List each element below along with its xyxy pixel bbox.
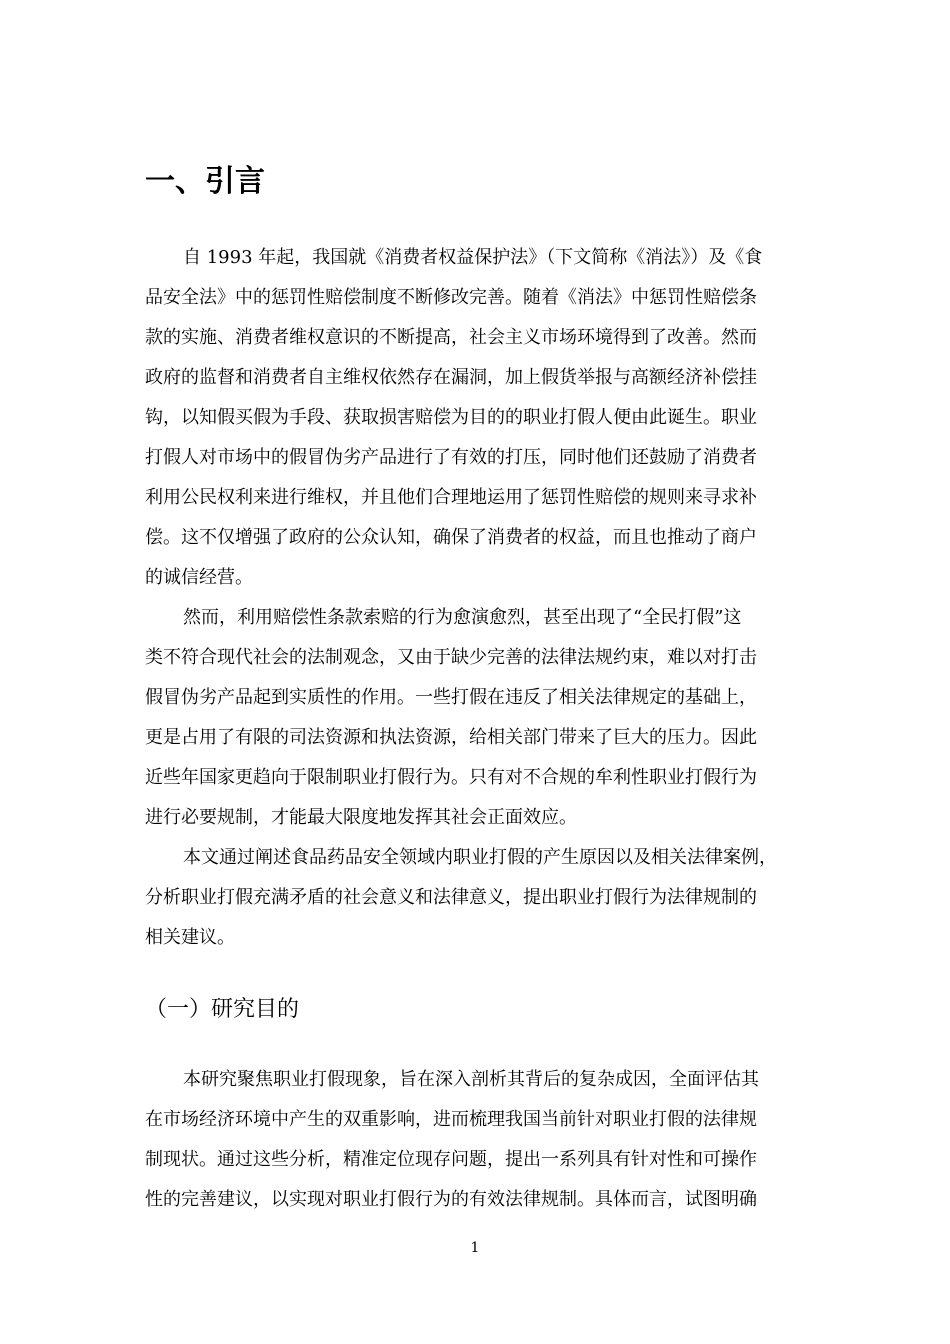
research-purpose-body xyxy=(145,1060,805,1220)
introduction-body xyxy=(145,238,805,958)
text-line: 品安全法》中的惩罚性赔偿制度不断修改完善。随着《消法》中惩罚性赔偿条 xyxy=(145,287,757,308)
text-line: 打假人对市场中的假冒伪劣产品进行了有效的打压，同时他们还鼓励了消费者 xyxy=(145,447,757,468)
text-line: 相关建议。 xyxy=(145,927,235,948)
text-line: 的诚信经营。 xyxy=(145,567,253,588)
paragraph xyxy=(145,238,805,598)
paragraph xyxy=(145,1060,805,1220)
text-line: 自 1993 年起，我国就《消费者权益保护法》（下文简称《消法》）及《食 xyxy=(183,247,763,268)
text-line: 本文通过阐述食品药品安全领域内职业打假的产生原因以及相关法律案例， xyxy=(183,847,777,868)
subsection-heading-research-purpose: （一）研究目的 xyxy=(145,997,300,1022)
text-line: 制现状。通过这些分析，精准定位现存问题，提出一系列具有针对性和可操作 xyxy=(145,1149,757,1170)
text-line: 然而，利用赔偿性条款索赔的行为愈演愈烈，甚至出现了“全民打假”这 xyxy=(183,607,742,628)
text-line: 进行必要规制，才能最大限度地发挥其社会正面效应。 xyxy=(145,807,577,828)
text-line: 假冒伪劣产品起到实质性的作用。一些打假在违反了相关法律规定的基础上， xyxy=(145,687,757,708)
text-line: 在市场经济环境中产生的双重影响，进而梳理我国当前针对职业打假的法律规 xyxy=(145,1109,757,1130)
text-line: 类不符合现代社会的法制观念，又由于缺少完善的法律法规约束，难以对打击 xyxy=(145,647,757,668)
paragraph xyxy=(145,598,805,838)
text-line: 钩，以知假买假为手段、获取损害赔偿为目的的职业打假人便由此诞生。职业 xyxy=(145,407,757,428)
text-line: 偿。这不仅增强了政府的公众认知，确保了消费者的权益，而且也推动了商户 xyxy=(145,527,757,548)
text-line: 本研究聚焦职业打假现象，旨在深入剖析其背后的复杂成因，全面评估其 xyxy=(183,1069,759,1090)
page-number: 1 xyxy=(470,1240,480,1256)
text-line: 政府的监督和消费者自主维权依然存在漏洞，加上假货举报与高额经济补偿挂 xyxy=(145,367,757,388)
text-line: 性的完善建议，以实现对职业打假行为的有效法律规制。具体而言，试图明确 xyxy=(145,1189,757,1210)
paragraph xyxy=(145,838,805,958)
text-line: 更是占用了有限的司法资源和执法资源，给相关部门带来了巨大的压力。因此 xyxy=(145,727,757,748)
text-line: 近些年国家更趋向于限制职业打假行为。只有对不合规的牟利性职业打假行为 xyxy=(145,767,757,788)
section-heading-introduction: 一、引言 xyxy=(145,164,265,199)
text-line: 利用公民权利来进行维权，并且他们合理地运用了惩罚性赔偿的规则来寻求补 xyxy=(145,487,757,508)
text-line: 分析职业打假充满矛盾的社会意义和法律意义，提出职业打假行为法律规制的 xyxy=(145,887,757,908)
text-line: 款的实施、消费者维权意识的不断提高，社会主义市场环境得到了改善。然而 xyxy=(145,327,757,348)
